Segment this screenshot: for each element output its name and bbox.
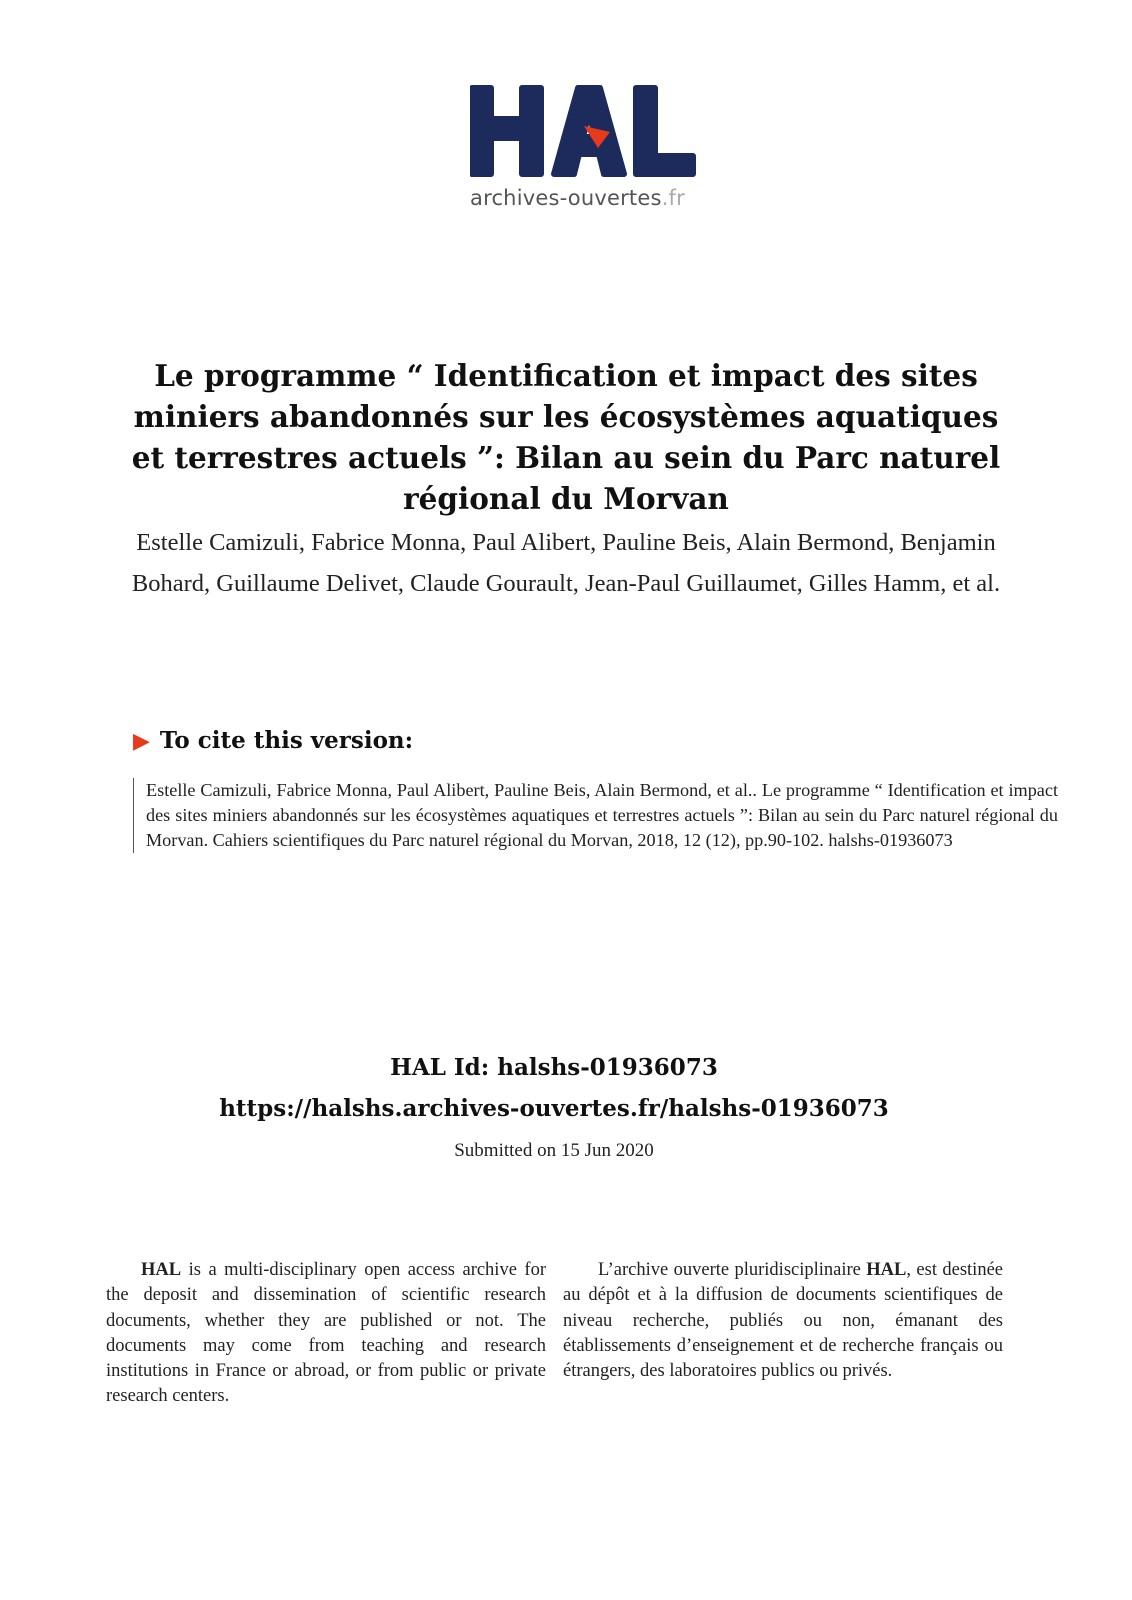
triangle-right-icon: ▶	[133, 727, 150, 754]
citation-text: Estelle Camizuli, Fabrice Monna, Paul Alibert, Pauline Beis, Alain Bermond, et al.. Le programme “ Identification et impact des sites miniers abandonnés sur les écosystèmes aquatiques et terrestres actuels ”: Bilan au sein du Parc naturel régional du Morvan. Cahiers scientifiques du Parc naturel régional du Morvan, 2018, 12 (12), pp.90-102. halshs-01936073	[133, 778, 1058, 853]
submission-date: Submitted on 15 Jun 2020	[454, 1140, 654, 1161]
footer-left-bold: HAL	[141, 1260, 182, 1280]
footer-english-notice	[106, 1258, 546, 1410]
logo-subtitle-main: archives-ouvertes	[470, 186, 662, 210]
cite-heading	[133, 727, 413, 754]
hal-logo-mark	[470, 82, 710, 182]
footer-left-text: is a multi-disciplinary open access archive for the deposit and dissemination of scientific research documents, whether they are published or not. The documents may come from teaching and research institutions in France or abroad, or from public or private research centers.	[106, 1260, 546, 1407]
cite-heading-text: To cite this version:	[159, 727, 414, 754]
logo-subtitle	[470, 186, 710, 210]
footer-right-text: , est destinée au dépôt et à la diffusion de documents scientifiques de niveau recherche, publiés ou non, émanant des établissements d’enseignement et de recherche français ou étrangers, des laboratoires publics ou privés.	[563, 1260, 1003, 1382]
hal-url-link[interactable]: https://halshs.archives-ouvertes.fr/halshs-01936073	[219, 1095, 889, 1122]
hal-id: HAL Id: halshs-01936073	[390, 1054, 718, 1081]
article-authors: Estelle Camizuli, Fabrice Monna, Paul Alibert, Pauline Beis, Alain Bermond, Benjamin Bohard, Guillaume Delivet, Claude Gourault, Jean-Paul Guillaumet, Gilles Hamm, et al.	[131, 529, 1001, 597]
logo-subtitle-suffix: .fr	[661, 186, 685, 210]
footer-right-bold: HAL	[866, 1260, 907, 1280]
article-title: Le programme “ Identification et impact des sites miniers abandonnés sur les écosystèmes aquatiques et terrestres actuels ”: Bilan au sein du Parc naturel régional du Morvan	[131, 358, 1001, 516]
footer-right-pre: L’archive ouverte pluridisciplinaire	[598, 1260, 867, 1280]
footer-french-notice	[563, 1258, 1003, 1384]
